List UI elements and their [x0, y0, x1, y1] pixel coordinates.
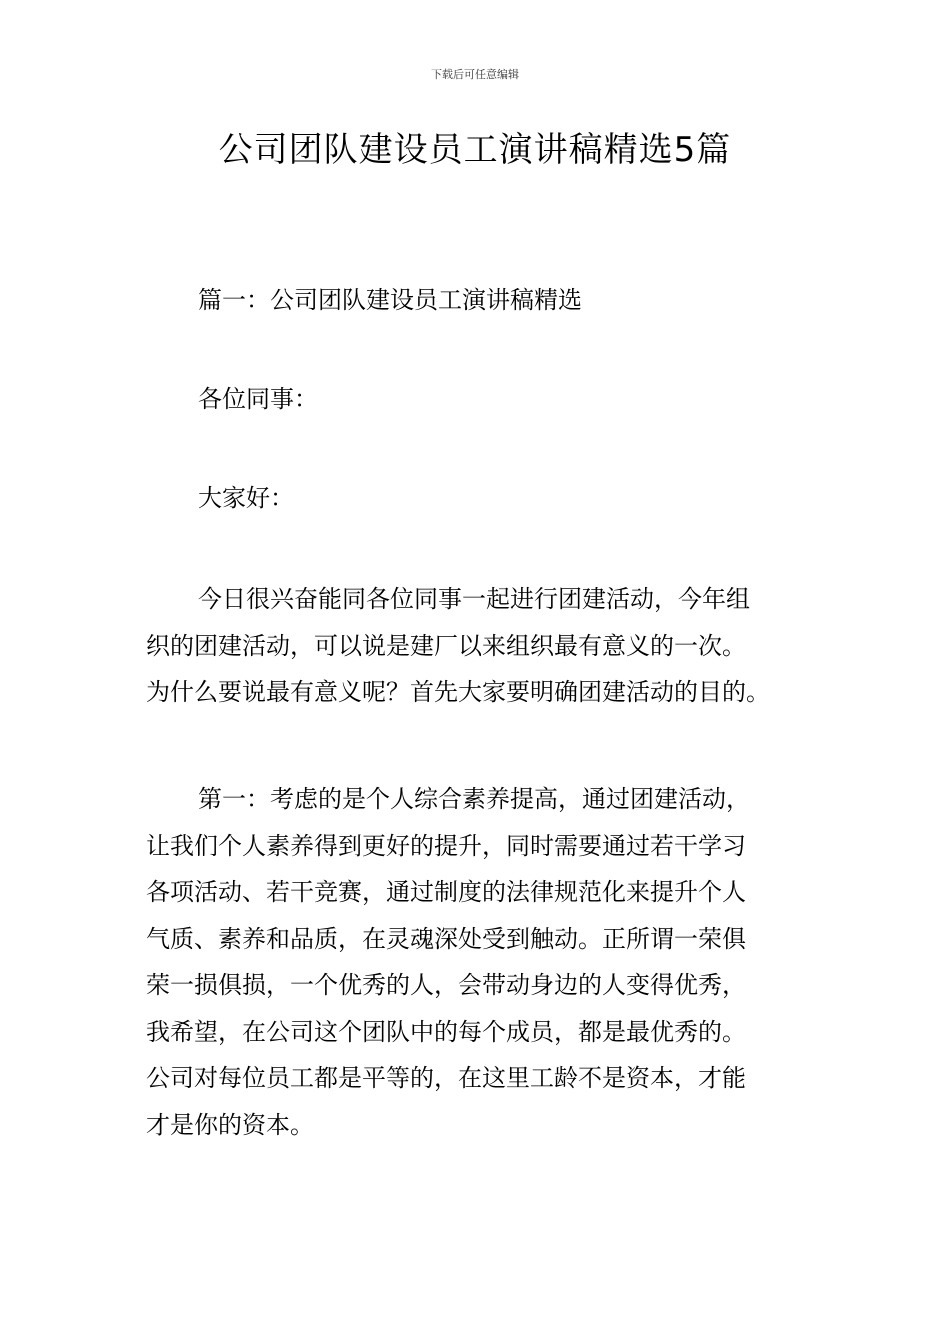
document-title: 公司团队建设员工演讲稿精选5篇 — [218, 130, 732, 170]
paragraph-2-line: 荣一损俱损，一个优秀的人，会带动身边的人变得优秀， — [146, 971, 746, 999]
paragraph-2-line: 气质、素养和品质，在灵魂深处受到触动。正所谓一荣俱 — [146, 924, 746, 953]
paragraph-2 — [146, 776, 810, 1148]
paragraph-2-line: 让我们个人素养得到更好的提升，同时需要通过若干学习 — [146, 831, 746, 860]
header-note: 下载后可任意编辑 — [431, 68, 519, 81]
paragraph-2-line: 我希望，在公司这个团队中的每个成员，都是最优秀的。 — [146, 1017, 746, 1046]
paragraph-1-line: 织的团建活动，可以说是建厂以来组织最有意义的一次。 — [146, 631, 746, 660]
greeting-everyone: 大家好： — [198, 484, 294, 512]
paragraph-1-line: 为什么要说最有意义呢？首先大家要明确团建活动的目的。 — [146, 678, 770, 706]
paragraph-1 — [146, 576, 810, 716]
paragraph-2-line: 第一：考虑的是个人综合素养提高，通过团建活动， — [198, 785, 750, 813]
paragraph-2-line: 各项活动、若干竞赛，通过制度的法律规范化来提升个人 — [146, 878, 746, 906]
paragraph-2-line: 公司对每位员工都是平等的，在这里工龄不是资本，才能 — [146, 1064, 746, 1092]
greeting-colleagues: 各位同事： — [198, 385, 318, 413]
paragraph-1-line: 今日很兴奋能同各位同事一起进行团建活动，今年组 — [198, 585, 750, 613]
paragraph-2-line: 才是你的资本。 — [146, 1110, 314, 1139]
section-heading: 篇一：公司团队建设员工演讲稿精选 — [198, 286, 582, 314]
